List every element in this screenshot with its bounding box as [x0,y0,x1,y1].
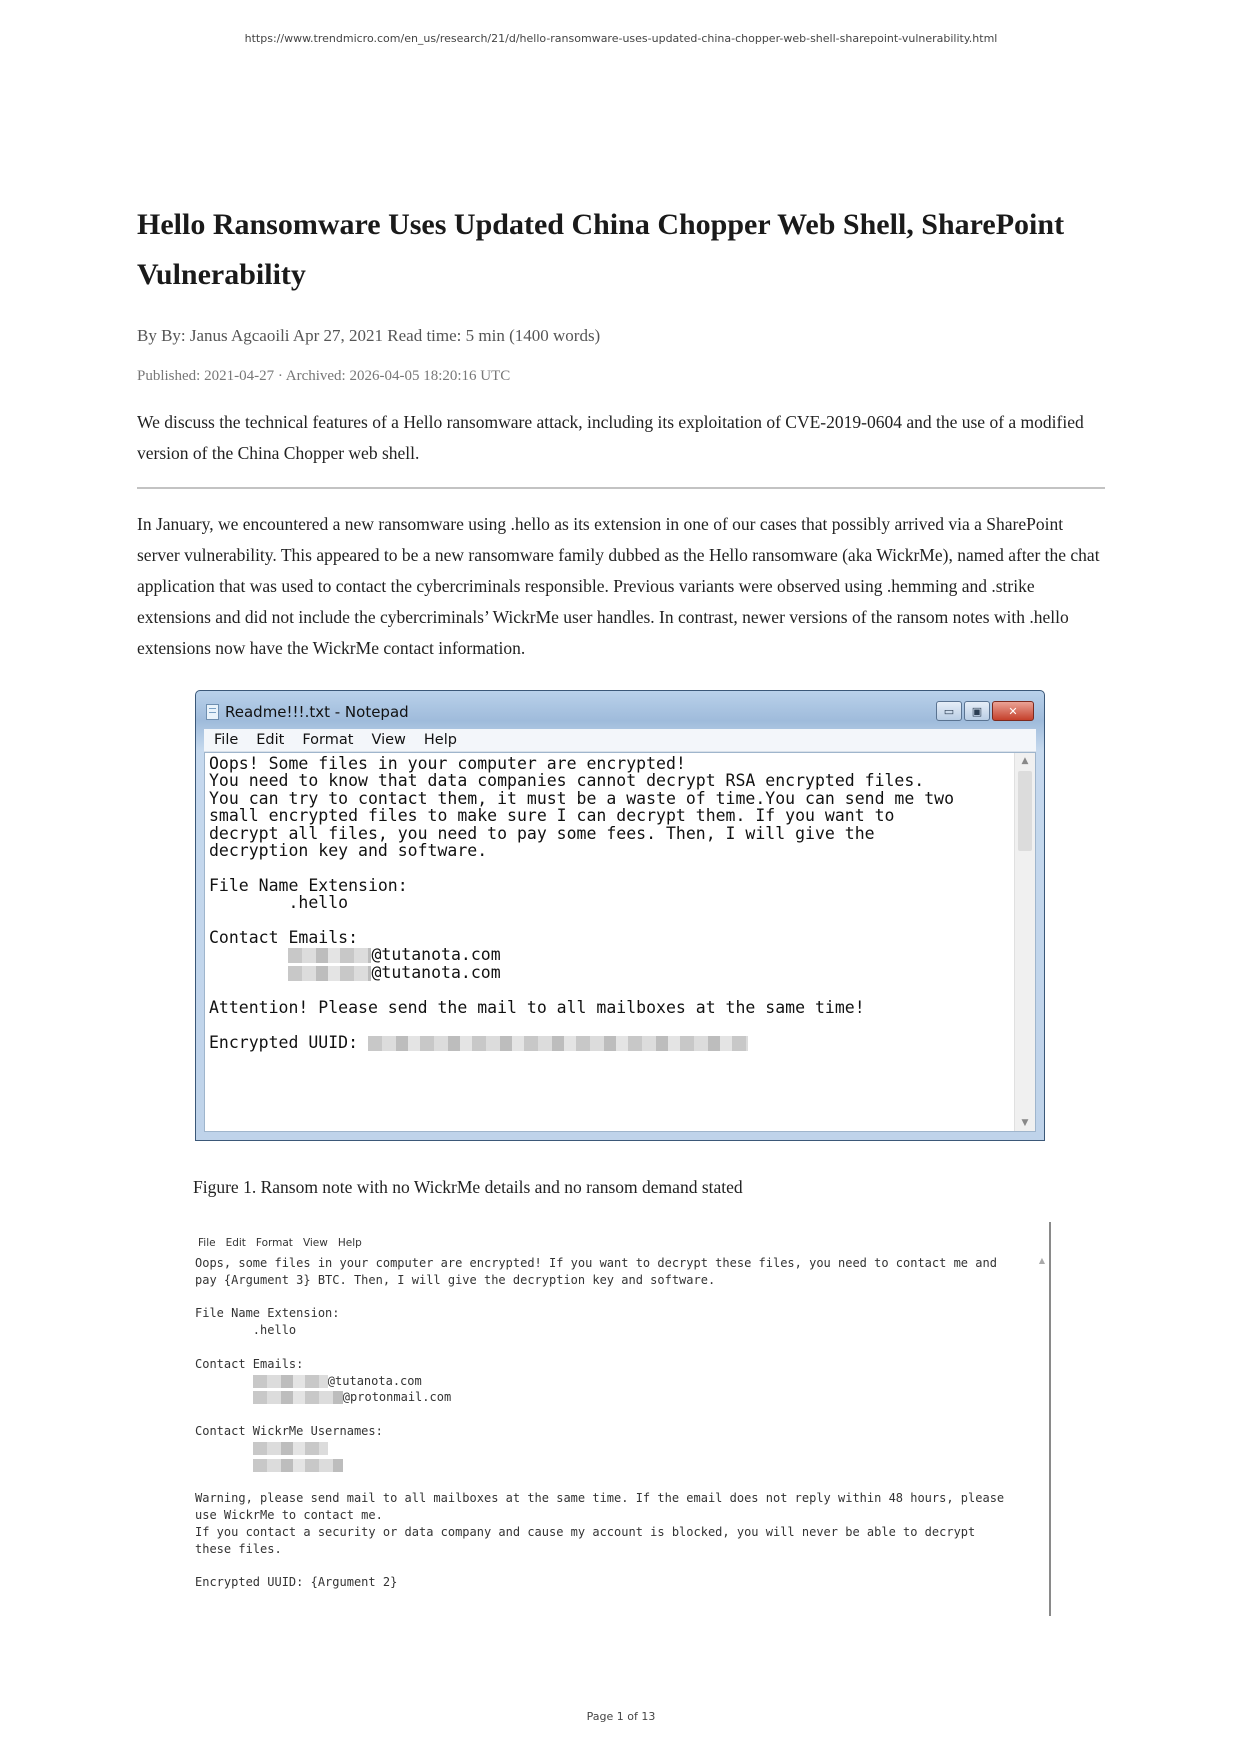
text-area [204,752,1036,1132]
ransom-note-text [195,1255,1035,1591]
redacted-block [288,948,371,963]
note-line: use WickrMe to contact me. [195,1507,383,1522]
note-line: Attention! Please send the mail to all mailboxes at the same time! [209,997,865,1017]
byline: By By: Janus Agcaoili Apr 27, 2021 Read time: 5 min (1400 words) [137,326,601,345]
note-line: If you contact a security or data company and cause my account is blocked, you will never be able to decrypt [195,1524,976,1539]
scroll-up-icon: ▲ [1021,756,1029,766]
publish-info: Published: 2021-04-27 · Archived: 2026-04-05 18:20:16 UTC [137,368,511,384]
uuid-label: Encrypted UUID: [209,1032,368,1052]
email-line [209,964,1009,981]
note-line: Oops! Some files in your computer are encrypted! [209,754,686,773]
note-line: File Name Extension: [209,875,408,895]
note-line: small encrypted files to make sure I can decrypt them. If you want to [209,806,895,826]
ransom-note-text [209,755,1009,1051]
article-summary: We discuss the technical features of a Hello ransomware attack, including its exploitation of CVE-2019-0604 and the use of a modified version of the China Chopper web shell. [137,412,1084,463]
page-footer: Page 1 of 13 [586,1710,656,1723]
redacted-block [253,1375,328,1388]
menu-edit: Edit [256,732,285,748]
note-line: these files. [195,1541,282,1556]
menu-help: Help [337,1237,362,1249]
close-icon: ✕ [992,701,1034,721]
note-line: Contact Emails: [209,928,359,948]
note-line: decrypt all files, you need to pay some fees. Then, I will give the [209,823,875,843]
note-line: You need to know that data companies cannot decrypt RSA encrypted files. [209,771,925,791]
redacted-block [368,1036,748,1051]
note-line: File Name Extension: [195,1306,340,1321]
figure-1-notepad-window [195,690,1045,1141]
window-title-bar [206,701,409,723]
scrollbar-thumb [1018,771,1032,851]
uuid-line [209,1034,1009,1051]
redacted-block [288,966,371,981]
note-line: decryption key and software. [209,841,488,861]
menu-format: Format [302,732,354,748]
menu-help: Help [423,732,457,748]
email-domain: @protonmail.com [342,1390,452,1405]
email-line [209,946,1009,963]
window-controls [936,701,1034,721]
paragraph: In January, we encountered a new ransomware using .hello as its extension in one of our cases that possibly arrived via a SharePoint server vulnerability. This appeared to be a new ransomware family dubbed as the Hello ransomware (aka WickrMe), named after the chat application that was used to contact the cybercriminals responsible. Previous variants were observed using .hemming and .strike extensions and did not include the cybercriminals’ WickrMe user handles. In contrast, newer versions of the ransom notes with .hello extensions now have the WickrMe contact information. [137,514,1100,658]
figure-1-caption: Figure 1. Ransom note with no WickrMe details and no ransom demand stated [193,1177,743,1197]
divider [137,487,1105,489]
note-line: Encrypted UUID: {Argument 2} [195,1575,398,1590]
redacted-block [253,1459,343,1472]
menu-bar [198,1237,362,1249]
redacted-block [253,1391,343,1404]
menu-view: View [302,1237,328,1249]
note-line: Contact Emails: [195,1356,304,1371]
scroll-down-icon: ▼ [1021,1118,1029,1128]
note-line: .hello [209,893,349,913]
figure-2-notepad [195,1222,1051,1616]
redacted-block [253,1442,328,1455]
minimize-icon: ▭ [936,701,962,721]
menu-file: File [198,1237,216,1249]
note-line: You can try to contact them, it must be a waste of time.You can send me two [209,788,955,808]
scroll-up-icon: ▲ [1038,1256,1045,1265]
email-domain: @tutanota.com [371,945,501,965]
note-line: Oops, some files in your computer are encrypted! If you want to decrypt these files, you need to contact me and [195,1256,997,1270]
window-edge [1049,1222,1051,1616]
menu-bar [204,729,1036,752]
note-line: pay {Argument 3} BTC. Then, I will give the decryption key and software. [195,1272,716,1287]
email-line [195,1389,1035,1406]
email-line [195,1373,1035,1390]
notepad-icon [206,704,219,720]
article [137,200,1105,664]
email-domain: @tutanota.com [327,1373,422,1388]
note-line: .hello [195,1323,297,1338]
menu-view: View [371,732,406,748]
article-title: Hello Ransomware Uses Updated China Chopper Web Shell, SharePoint Vulnerability [137,208,1065,291]
scrollbar [1014,753,1035,1131]
note-line: Warning, please send mail to all mailboxes at the same time. If the email does not reply within 48 hours, please [195,1491,1005,1506]
page-url: https://www.trendmicro.com/en_us/research/21/d/hello-ransomware-uses-updated-china-chopper-web-shell-sharepoint-vulnerability.html [244,32,998,45]
note-line: Contact WickrMe Usernames: [195,1423,383,1438]
window-title: Readme!!!.txt - Notepad [225,703,409,721]
maximize-icon: ▣ [964,701,990,721]
username-line [195,1457,1035,1474]
email-domain: @tutanota.com [371,962,501,982]
menu-file: File [214,732,239,748]
menu-format: Format [255,1237,293,1249]
menu-edit: Edit [225,1237,246,1249]
username-line [195,1440,1035,1457]
